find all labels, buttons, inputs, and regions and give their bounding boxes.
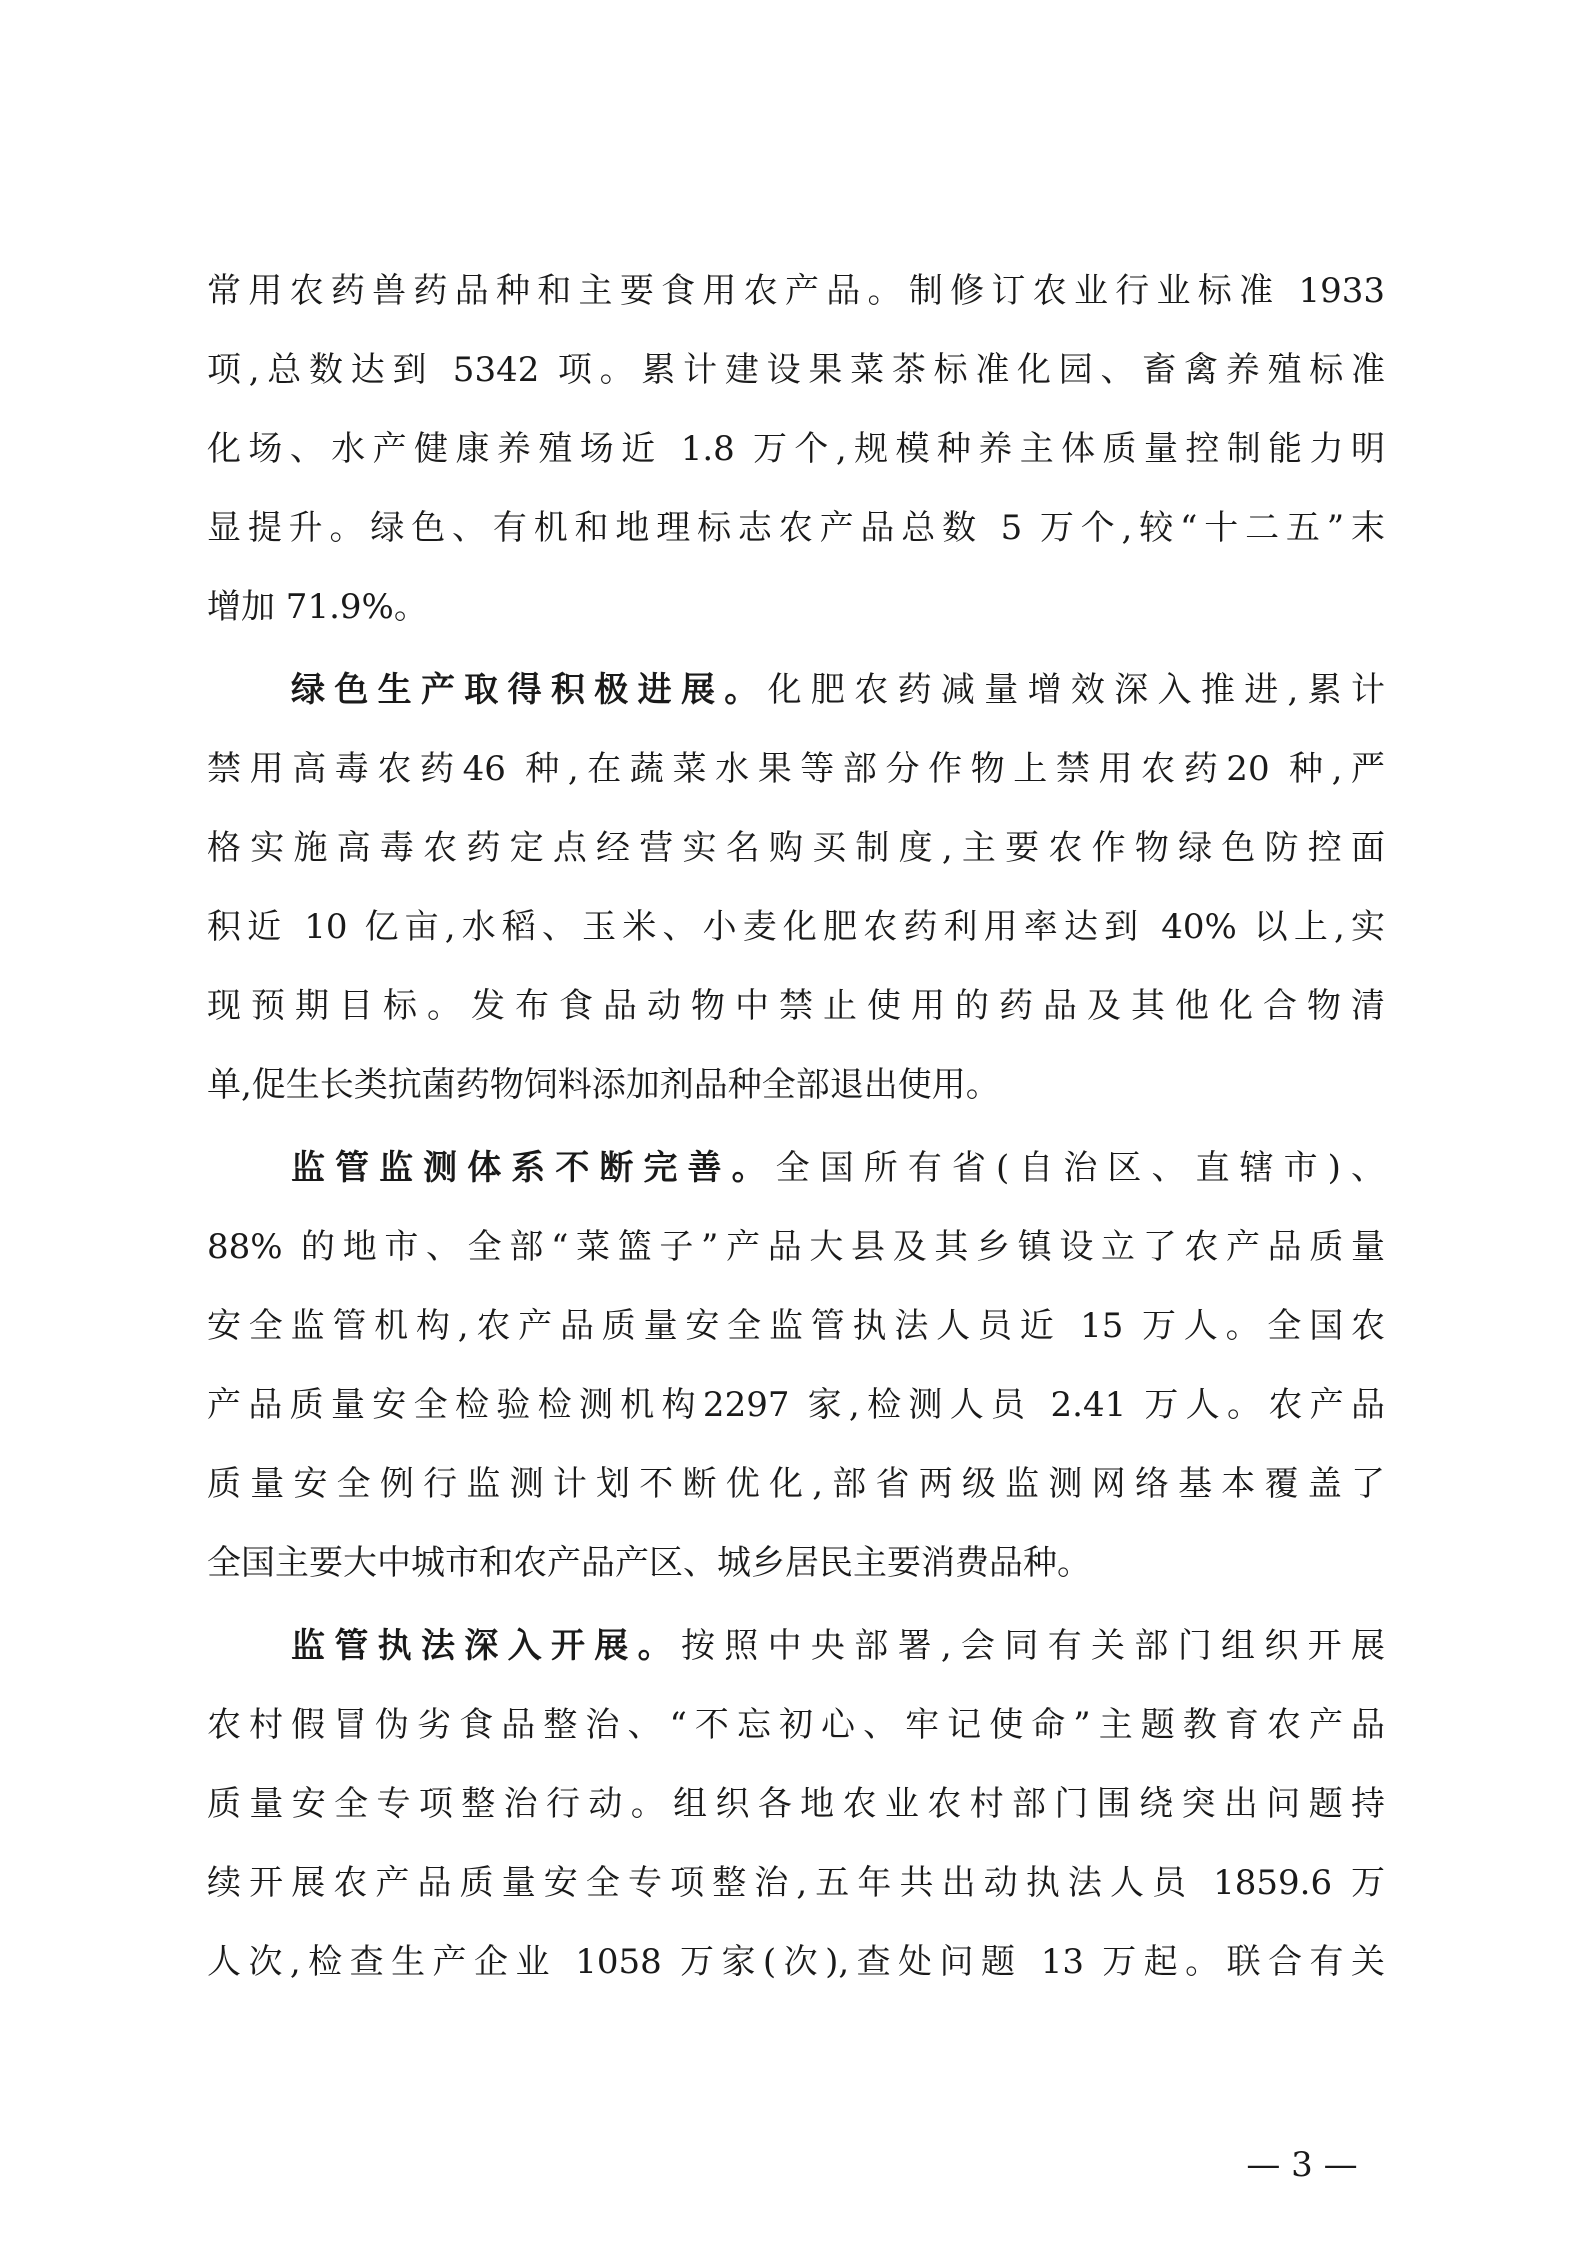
paragraph-2-line-6: 单,促生长类抗菌药物饲料添加剂品种全部退出使用。: [207, 1065, 1000, 1105]
paragraph-3-line-5: 质量安全例行监测计划不断优化,部省两级监测网络基本覆盖了: [207, 1464, 1385, 1504]
paragraph-3-line-1-text: 全国所有省(自治区、直辖市)、: [775, 1148, 1385, 1188]
document-body: [207, 252, 1385, 2002]
paragraph-3-heading: 监管监测体系不断完善。: [291, 1148, 776, 1188]
paragraph-3-line-4: 产品质量安全检验检测机构2297 家,检测人员 2.41 万人。农产品: [207, 1385, 1385, 1425]
paragraph-4-heading: 监管执法深入开展。: [291, 1626, 681, 1666]
paragraph-4-line-5: 人次,检查生产企业 1058 万家(次),查处问题 13 万起。联合有关: [207, 1942, 1385, 1982]
paragraph-1-line-3: 化场、水产健康养殖场近 1.8 万个,规模种养主体质量控制能力明: [207, 429, 1385, 469]
paragraph-3-line-3: 安全监管机构,农产品质量安全监管执法人员近 15 万人。全国农: [207, 1306, 1385, 1346]
paragraph-3-line-1: [207, 1129, 1385, 1208]
paragraph-1-line-4: 显提升。绿色、有机和地理标志农产品总数 5 万个,较“十二五”末: [207, 508, 1385, 548]
paragraph-4-line-2: 农村假冒伪劣食品整治、“不忘初心、牢记使命”主题教育农产品: [207, 1705, 1385, 1745]
paragraph-1-line-2: 项,总数达到 5342 项。累计建设果菜茶标准化园、畜禽养殖标准: [207, 350, 1385, 390]
paragraph-1-line-5: 增加 71.9%。: [207, 587, 428, 627]
paragraph-2-line-3: 格实施高毒农药定点经营实名购买制度,主要农作物绿色防控面: [207, 828, 1385, 868]
paragraph-2-line-1: [207, 651, 1385, 730]
page-number: — 3 —: [1246, 2145, 1358, 2185]
paragraph-4-line-4: 续开展农产品质量安全专项整治,五年共出动执法人员 1859.6 万: [207, 1863, 1385, 1903]
paragraph-3-line-2: 88% 的地市、全部“菜篮子”产品大县及其乡镇设立了农产品质量: [207, 1227, 1385, 1267]
paragraph-4-line-1-text: 按照中央部署,会同有关部门组织开展: [680, 1626, 1385, 1666]
paragraph-4-line-1: [207, 1607, 1385, 1686]
paragraph-2-heading: 绿色生产取得积极进展。: [291, 670, 768, 710]
paragraph-2-line-4: 积近 10 亿亩,水稻、玉米、小麦化肥农药利用率达到 40% 以上,实: [207, 907, 1385, 947]
paragraph-4-line-3: 质量安全专项整治行动。组织各地农业农村部门围绕突出问题持: [207, 1784, 1385, 1824]
paragraph-1-line-1: 常用农药兽药品种和主要食用农产品。制修订农业行业标准 1933: [207, 271, 1385, 311]
paragraph-2-line-2: 禁用高毒农药46 种,在蔬菜水果等部分作物上禁用农药20 种,严: [207, 749, 1385, 789]
paragraph-3-line-6: 全国主要大中城市和农产品产区、城乡居民主要消费品种。: [207, 1543, 1091, 1583]
paragraph-2-line-1-text: 化肥农药减量增效深入推进,累计: [767, 670, 1385, 710]
paragraph-2-line-5: 现预期目标。发布食品动物中禁止使用的药品及其他化合物清: [207, 986, 1385, 1026]
